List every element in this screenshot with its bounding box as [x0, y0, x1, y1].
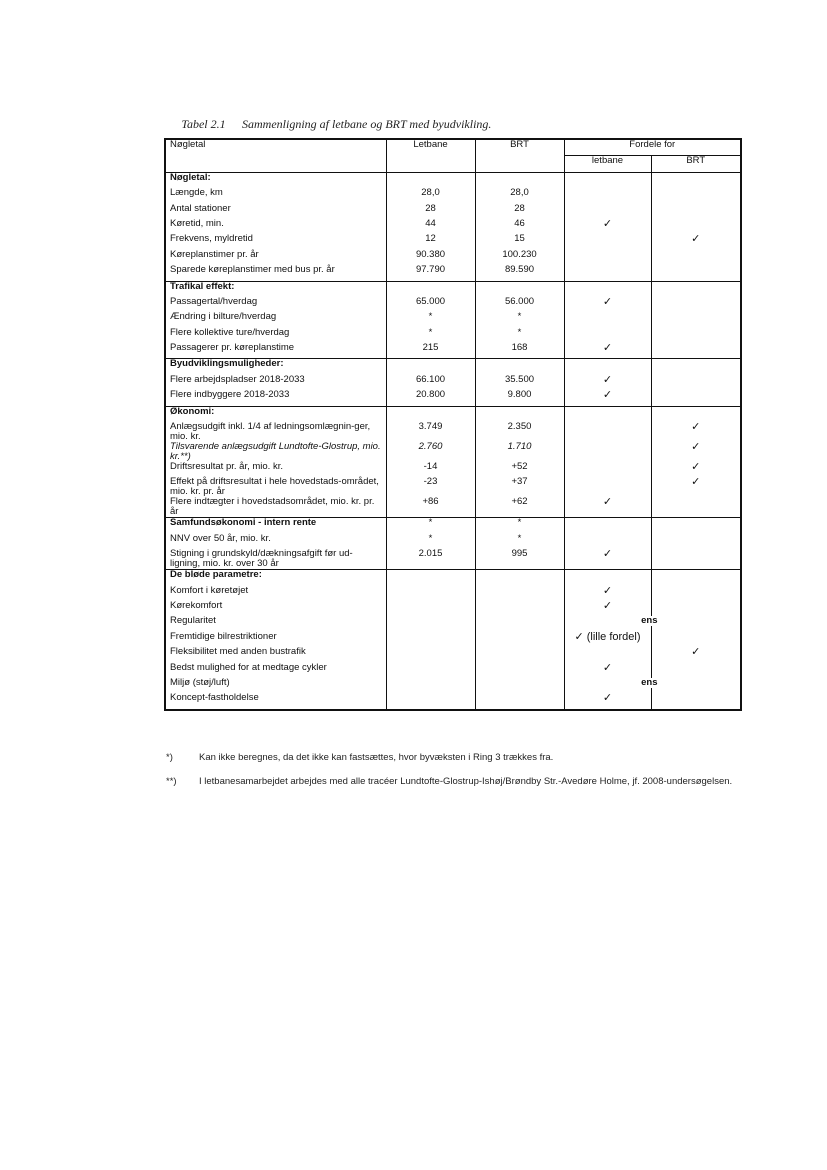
brt-value: * — [475, 518, 564, 534]
table-row — [165, 219, 741, 234]
fordel-brt — [651, 406, 741, 422]
section-title: Økonomi: — [165, 406, 386, 422]
row-label: Længde, km — [170, 187, 223, 199]
brt-value: 56.000 — [475, 297, 564, 312]
brt-value: 89.590 — [475, 265, 564, 281]
brt-value: 28,0 — [475, 188, 564, 203]
table-row — [165, 234, 741, 249]
fordel-brt — [651, 663, 741, 678]
fordel-letbane: ✓ — [564, 663, 651, 678]
row-label: Miljø (støj/luft) — [170, 676, 230, 688]
fordel-brt — [651, 297, 741, 312]
footnote-2 — [166, 776, 732, 787]
section-header-row — [165, 518, 741, 534]
letbane-value: 20.800 — [386, 390, 475, 406]
row-label: Bedst mulighed for at medtage cykler — [170, 661, 327, 673]
table-caption — [165, 117, 491, 132]
brt-value: 100.230 — [475, 250, 564, 265]
fordel-brt — [651, 250, 741, 265]
brt-value — [475, 406, 564, 422]
table-row — [165, 462, 741, 477]
comparison-table — [164, 138, 742, 711]
letbane-value — [386, 632, 475, 647]
brt-value: 9.800 — [475, 390, 564, 406]
row-label: Passagertal/hverdag — [170, 295, 258, 307]
letbane-value: 2.015 — [386, 549, 475, 570]
table-row — [165, 442, 741, 462]
subheader-brt: BRT — [651, 156, 741, 172]
header-brt: BRT — [475, 139, 564, 172]
row-label: Passagerer pr. køreplanstime — [170, 342, 295, 354]
fordel-letbane: ✓ — [564, 375, 651, 390]
row-label: Flere arbejdspladser 2018-2033 — [170, 373, 305, 385]
fordel-brt — [651, 359, 741, 375]
fordel-brt: ✓ — [651, 647, 741, 662]
letbane-value: 65.000 — [386, 297, 475, 312]
letbane-value — [386, 616, 475, 631]
row-label: Køreplanstimer pr. år — [170, 248, 259, 260]
letbane-value — [386, 678, 475, 693]
brt-value: +62 — [475, 497, 564, 518]
letbane-value: 12 — [386, 234, 475, 249]
letbane-value — [386, 647, 475, 662]
table-row — [165, 265, 741, 281]
fordel-brt — [651, 281, 741, 297]
row-label: Koncept-fastholdelse — [170, 692, 259, 704]
fordel-letbane — [564, 281, 651, 297]
fordel-brt — [651, 497, 741, 518]
fordel-brt — [651, 188, 741, 203]
fordel-brt: ✓ — [651, 477, 741, 497]
row-label: Effekt på driftsresultat i hele hovedstads-området, mio. kr. pr. år — [170, 476, 379, 498]
fordel-brt — [651, 586, 741, 601]
fordel-letbane: ✓ — [564, 343, 651, 359]
fordel-letbane: ✓ — [564, 693, 651, 709]
letbane-value: 3.749 — [386, 422, 475, 442]
row-label: Driftsresultat pr. år, mio. kr. — [170, 461, 283, 473]
fordel-brt — [651, 518, 741, 534]
letbane-value — [386, 693, 475, 709]
brt-value — [475, 172, 564, 188]
letbane-value: 28,0 — [386, 188, 475, 203]
letbane-value: 28 — [386, 204, 475, 219]
brt-value — [475, 359, 564, 375]
row-label: Komfort i køretøjet — [170, 584, 249, 596]
section-title: De bløde parametre: — [165, 570, 386, 586]
table-row — [165, 647, 741, 662]
brt-value — [475, 586, 564, 601]
letbane-value: 44 — [386, 219, 475, 234]
brt-value: * — [475, 328, 564, 343]
section-title: Nøgletal: — [165, 172, 386, 188]
fordel-letbane — [564, 477, 651, 497]
table-row — [165, 297, 741, 312]
table-row — [165, 204, 741, 219]
fordel-letbane — [564, 570, 651, 586]
brt-value — [475, 281, 564, 297]
table-row — [165, 549, 741, 570]
row-label: Antal stationer — [170, 202, 231, 214]
row-label: Regularitet — [170, 615, 216, 627]
fordel-brt: ✓ — [651, 462, 741, 477]
row-label: Flere indtægter i hovedstadsområdet, mio. kr. pr. år — [170, 496, 375, 518]
fordel-brt — [651, 390, 741, 406]
brt-value: 1.710 — [475, 442, 564, 462]
brt-value — [475, 601, 564, 616]
letbane-value: 66.100 — [386, 375, 475, 390]
letbane-value: 2.760 — [386, 442, 475, 462]
header-fordele: Fordele for — [564, 139, 741, 156]
fordel-letbane — [564, 359, 651, 375]
fordel-letbane — [564, 462, 651, 477]
fordel-letbane: ✓ — [564, 219, 651, 234]
table-row — [165, 678, 741, 693]
fordel-letbane — [564, 188, 651, 203]
table-row — [165, 343, 741, 359]
letbane-value: * — [386, 312, 475, 327]
fordel-letbane: ✓ — [564, 497, 651, 518]
letbane-value — [386, 281, 475, 297]
fordel-brt: ✓ — [651, 234, 741, 249]
ens-label: ens — [641, 615, 658, 627]
brt-value: 15 — [475, 234, 564, 249]
section-header-row — [165, 406, 741, 422]
brt-value — [475, 632, 564, 647]
row-label: Flere indbyggere 2018-2033 — [170, 389, 290, 401]
fordel-letbane — [564, 422, 651, 442]
brt-value: 46 — [475, 219, 564, 234]
fordel-letbane — [564, 265, 651, 281]
fordel-brt — [651, 601, 741, 616]
subheader-letbane: letbane — [564, 156, 651, 172]
fordel-brt — [651, 328, 741, 343]
fordel-brt — [651, 693, 741, 709]
fordel-letbane — [564, 615, 658, 631]
table-row — [165, 422, 741, 442]
brt-value — [475, 570, 564, 586]
row-label: Køretid, min. — [170, 217, 224, 229]
fordel-brt — [651, 172, 741, 188]
fordel-letbane: ✓ — [564, 601, 651, 616]
footnote-1 — [166, 752, 553, 763]
table-row — [165, 632, 741, 647]
fordel-letbane — [564, 534, 651, 549]
section-title: Samfundsøkonomi - intern rente — [165, 518, 386, 534]
brt-value: 28 — [475, 204, 564, 219]
table-row — [165, 328, 741, 343]
header-noegletal: Nøgletal — [165, 139, 386, 172]
section-header-row — [165, 281, 741, 297]
table-row — [165, 601, 741, 616]
fordel-letbane: ✓ — [564, 390, 651, 406]
letbane-value — [386, 359, 475, 375]
fordel-letbane — [564, 518, 651, 534]
table-row — [165, 497, 741, 518]
footnote-mark: **) — [166, 776, 177, 787]
footnote-mark: *) — [166, 752, 173, 763]
brt-value — [475, 693, 564, 709]
row-label: Flere kollektive ture/hverdag — [170, 326, 290, 338]
table-row — [165, 663, 741, 678]
fordel-brt — [651, 616, 741, 631]
section-title: Trafikal effekt: — [165, 281, 386, 297]
table-row — [165, 312, 741, 327]
fordel-brt: ✓ — [651, 442, 741, 462]
table-row — [165, 477, 741, 497]
table-row — [165, 188, 741, 203]
letbane-value: 90.380 — [386, 250, 475, 265]
table-row — [165, 586, 741, 601]
letbane-value: -14 — [386, 462, 475, 477]
fordel-letbane: ✓ — [564, 586, 651, 601]
table-row — [165, 616, 741, 631]
fordel-brt — [651, 678, 741, 693]
fordel-brt — [651, 343, 741, 359]
fordel-brt — [651, 219, 741, 234]
fordel-letbane — [564, 234, 651, 249]
letbane-value — [386, 406, 475, 422]
fordel-letbane — [564, 204, 651, 219]
fordel-letbane — [564, 406, 651, 422]
letbane-value: * — [386, 518, 475, 534]
letbane-value — [386, 601, 475, 616]
row-label: Anlægsudgift inkl. 1/4 af ledningsomlægnin-ger, mio. kr. — [170, 421, 371, 443]
row-label: Frekvens, myldretid — [170, 233, 253, 245]
letbane-value — [386, 586, 475, 601]
fordel-letbane — [564, 647, 651, 662]
fordel-brt — [651, 549, 741, 570]
fordel-brt — [651, 534, 741, 549]
fordel-letbane — [564, 328, 651, 343]
footnote-text: Kan ikke beregnes, da det ikke kan fastsættes, hvor byvæksten i Ring 3 trækkes fra. — [199, 752, 554, 763]
brt-value — [475, 647, 564, 662]
letbane-value — [386, 172, 475, 188]
fordel-letbane: ✓ — [564, 297, 651, 312]
brt-value: +52 — [475, 462, 564, 477]
section-title: Byudviklingsmuligheder: — [165, 359, 386, 375]
fordel-brt — [651, 312, 741, 327]
letbane-value: 215 — [386, 343, 475, 359]
table-row — [165, 250, 741, 265]
table-row — [165, 375, 741, 390]
fordel-brt: ✓ — [651, 422, 741, 442]
fordel-brt — [651, 570, 741, 586]
fordel-brt — [651, 632, 741, 647]
brt-value — [475, 663, 564, 678]
letbane-value: +86 — [386, 497, 475, 518]
table-row — [165, 390, 741, 406]
footnote-text: I letbanesamarbejdet arbejdes med alle tracéer Lundtofte-Glostrup-Ishøj/Brøndby Str.-Avedøre Holme, jf. 2008-undersøgelsen. — [199, 776, 733, 787]
brt-value: 2.350 — [475, 422, 564, 442]
fordel-letbane: ✓ — [564, 549, 651, 570]
letbane-value: * — [386, 328, 475, 343]
letbane-value — [386, 663, 475, 678]
fordel-letbane — [564, 250, 651, 265]
fordel-brt — [651, 375, 741, 390]
row-label: Stigning i grundskyld/dækningsafgift før ud-ligning, mio. kr. over 30 år — [170, 548, 353, 570]
brt-value — [475, 678, 564, 693]
brt-value: +37 — [475, 477, 564, 497]
brt-value: 168 — [475, 343, 564, 359]
caption-title: Sammenligning af letbane og BRT med byudvikling. — [242, 117, 492, 131]
caption-number: Tabel 2.1 — [181, 117, 226, 131]
header-letbane: Letbane — [386, 139, 475, 172]
fordel-letbane — [564, 172, 651, 188]
row-label: Fleksibilitet med anden bustrafik — [170, 646, 306, 658]
fordel-letbane — [564, 676, 658, 693]
section-header-row — [165, 172, 741, 188]
row-label: Sparede køreplanstimer med bus pr. år — [170, 264, 335, 276]
brt-value: 995 — [475, 549, 564, 570]
fordel-letbane — [564, 312, 651, 327]
row-label: Fremtidige bilrestriktioner — [170, 630, 277, 642]
fordel-brt — [651, 204, 741, 219]
letbane-value: 97.790 — [386, 265, 475, 281]
row-label: NNV over 50 år, mio. kr. — [170, 532, 271, 544]
brt-value: 35.500 — [475, 375, 564, 390]
row-label: Tilsvarende anlægsudgift Lundtofte-Glostrup, mio. kr.**) — [170, 441, 381, 463]
letbane-value: * — [386, 534, 475, 549]
fordel-letbane: ✓ (lille fordel) — [564, 632, 651, 647]
brt-value: * — [475, 312, 564, 327]
header-row — [165, 139, 741, 156]
section-header-row — [165, 359, 741, 375]
brt-value: * — [475, 534, 564, 549]
ens-label: ens — [641, 676, 658, 688]
letbane-value — [386, 570, 475, 586]
table-row — [165, 693, 741, 709]
brt-value — [475, 616, 564, 631]
table-row — [165, 534, 741, 549]
section-header-row — [165, 570, 741, 586]
letbane-value: -23 — [386, 477, 475, 497]
row-label: Ændring i bilture/hverdag — [170, 311, 277, 323]
fordel-brt — [651, 265, 741, 281]
row-label: Kørekomfort — [170, 599, 223, 611]
fordel-letbane — [564, 442, 651, 462]
